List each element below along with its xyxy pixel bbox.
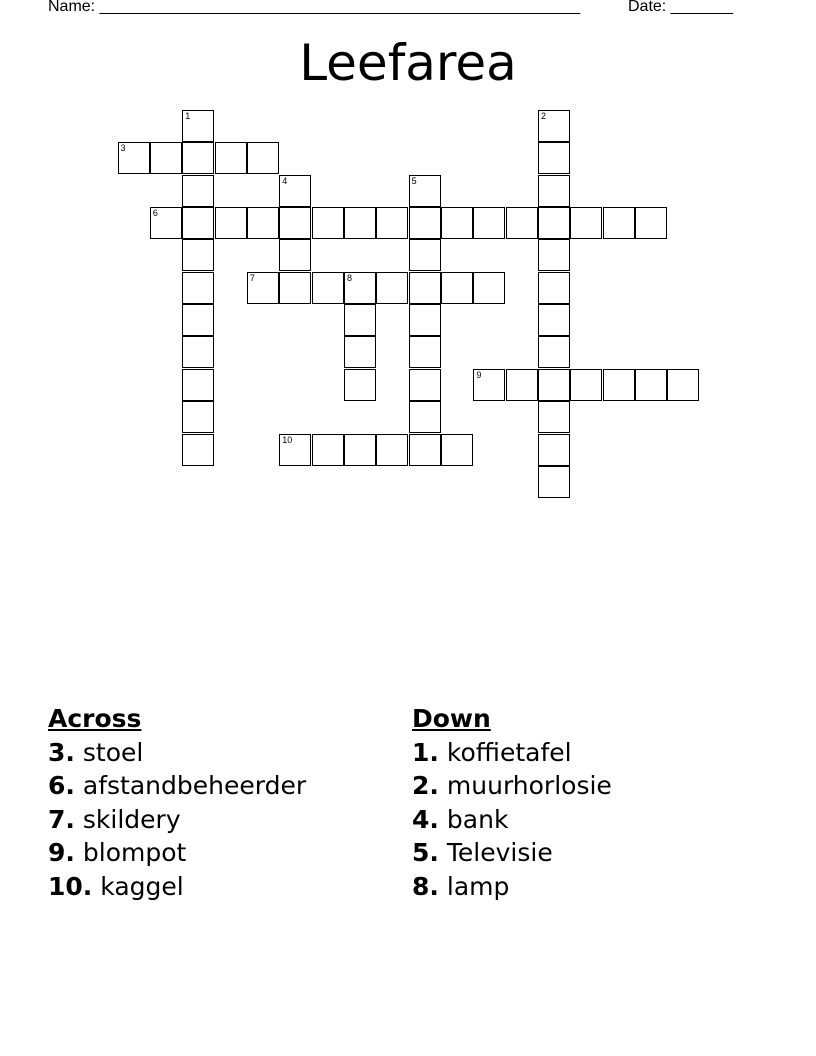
grid-cell[interactable] [182, 304, 214, 336]
grid-cell[interactable] [538, 207, 570, 239]
clue-number: 10. [48, 871, 93, 901]
grid-cell[interactable] [182, 142, 214, 174]
grid-cell[interactable] [409, 434, 441, 466]
grid-cell[interactable] [409, 336, 441, 368]
name-field[interactable]: Name: ______________________________________________________ [48, 0, 581, 15]
grid-cell[interactable] [506, 207, 538, 239]
grid-cell[interactable] [312, 207, 344, 239]
grid-cell[interactable] [376, 272, 408, 304]
grid-cell[interactable] [150, 207, 182, 239]
grid-cell[interactable] [279, 434, 311, 466]
crossword-grid [0, 0, 816, 520]
date-field[interactable]: Date: _______ [628, 0, 733, 15]
grid-cell[interactable] [215, 207, 247, 239]
clue-number-label: 3 [120, 143, 126, 154]
across-clues [48, 702, 388, 903]
clue-text: skildery [82, 804, 181, 834]
grid-cell[interactable] [344, 369, 376, 401]
grid-cell[interactable] [279, 272, 311, 304]
clue-text: blompot [82, 838, 187, 867]
grid-cell[interactable] [344, 336, 376, 368]
grid-cell[interactable] [635, 207, 667, 239]
clue-number-label: 9 [476, 369, 482, 380]
grid-cell[interactable] [538, 304, 570, 336]
grid-cell[interactable] [247, 207, 279, 239]
grid-cell[interactable] [247, 272, 279, 304]
grid-cell[interactable] [409, 369, 441, 401]
grid-cell[interactable] [409, 401, 441, 433]
grid-cell[interactable] [635, 369, 667, 401]
grid-cell[interactable] [506, 369, 538, 401]
grid-cell[interactable] [312, 434, 344, 466]
grid-cell[interactable] [182, 434, 214, 466]
clue-number-label: 4 [282, 175, 288, 186]
grid-cell[interactable] [538, 336, 570, 368]
grid-cell[interactable] [538, 369, 570, 401]
grid-cell[interactable] [441, 207, 473, 239]
grid-cell[interactable] [538, 110, 570, 142]
grid-cell[interactable] [667, 369, 699, 401]
across-clue [48, 836, 388, 870]
grid-cell[interactable] [344, 272, 376, 304]
clue-text: Televisie [446, 838, 553, 867]
grid-cell[interactable] [409, 272, 441, 304]
clue-number-label: 6 [152, 208, 158, 219]
grid-cell[interactable] [182, 272, 214, 304]
grid-cell[interactable] [409, 207, 441, 239]
grid-cell[interactable] [376, 434, 408, 466]
down-clue [412, 836, 752, 870]
grid-cell[interactable] [441, 272, 473, 304]
clue-number: 9. [48, 838, 75, 867]
clue-number-label: 5 [411, 175, 417, 186]
grid-cell[interactable] [182, 175, 214, 207]
down-clues [412, 702, 752, 903]
grid-cell[interactable] [182, 110, 214, 142]
grid-cell[interactable] [279, 239, 311, 271]
down-clue [412, 736, 752, 770]
grid-cell[interactable] [344, 207, 376, 239]
grid-cell[interactable] [312, 272, 344, 304]
clue-number: 2. [412, 771, 439, 800]
down-clue [412, 803, 752, 837]
grid-cell[interactable] [182, 207, 214, 239]
down-clue [412, 769, 752, 803]
grid-cell[interactable] [376, 207, 408, 239]
grid-cell[interactable] [344, 434, 376, 466]
across-heading: Across [48, 704, 142, 733]
grid-cell[interactable] [538, 401, 570, 433]
grid-cell[interactable] [441, 434, 473, 466]
grid-cell[interactable] [538, 142, 570, 174]
grid-cell[interactable] [279, 175, 311, 207]
grid-cell[interactable] [538, 466, 570, 498]
clue-text: lamp [446, 871, 510, 901]
clue-number-label: 1 [185, 111, 191, 121]
clue-number: 6. [48, 771, 75, 800]
grid-cell[interactable] [538, 272, 570, 304]
clue-number: 7. [48, 804, 75, 834]
grid-cell[interactable] [409, 304, 441, 336]
clue-number: 3. [48, 737, 75, 767]
grid-cell[interactable] [182, 401, 214, 433]
grid-cell[interactable] [409, 175, 441, 207]
clue-number: 4. [412, 804, 439, 834]
across-clue [48, 870, 388, 904]
down-clue [412, 870, 752, 904]
grid-cell[interactable] [603, 369, 635, 401]
grid-cell[interactable] [473, 272, 505, 304]
clue-text: stoel [82, 737, 144, 767]
clue-number: 5. [412, 838, 439, 867]
grid-cell[interactable] [570, 207, 602, 239]
grid-cell[interactable] [473, 369, 505, 401]
grid-cell[interactable] [182, 239, 214, 271]
across-clue [48, 803, 388, 837]
across-clue [48, 736, 388, 770]
clue-number-label: 2 [541, 111, 547, 121]
across-clue [48, 769, 388, 803]
grid-cell[interactable] [150, 142, 182, 174]
clue-text: muurhorlosie [446, 771, 612, 800]
grid-cell[interactable] [118, 142, 150, 174]
grid-cell[interactable] [538, 239, 570, 271]
clue-number: 1. [412, 737, 439, 767]
clue-number-label: 8 [346, 272, 352, 283]
grid-cell[interactable] [409, 239, 441, 271]
clue-text: koffietafel [446, 737, 572, 767]
grid-cell[interactable] [182, 336, 214, 368]
grid-cell[interactable] [215, 142, 247, 174]
clue-text: afstandbeheerder [82, 771, 307, 800]
clue-number-label: 10 [282, 434, 293, 445]
grid-cell[interactable] [603, 207, 635, 239]
grid-cell[interactable] [570, 369, 602, 401]
grid-cell[interactable] [182, 369, 214, 401]
down-heading: Down [412, 704, 491, 733]
grid-cell[interactable] [538, 434, 570, 466]
puzzle-title: Leefarea [299, 34, 517, 92]
clue-text: kaggel [100, 871, 184, 901]
clue-text: bank [446, 804, 509, 834]
grid-cell[interactable] [279, 207, 311, 239]
clue-number-label: 7 [249, 272, 255, 283]
grid-cell[interactable] [473, 207, 505, 239]
clue-number: 8. [412, 871, 439, 901]
grid-cell[interactable] [538, 175, 570, 207]
grid-cell[interactable] [344, 304, 376, 336]
grid-cell[interactable] [247, 142, 279, 174]
